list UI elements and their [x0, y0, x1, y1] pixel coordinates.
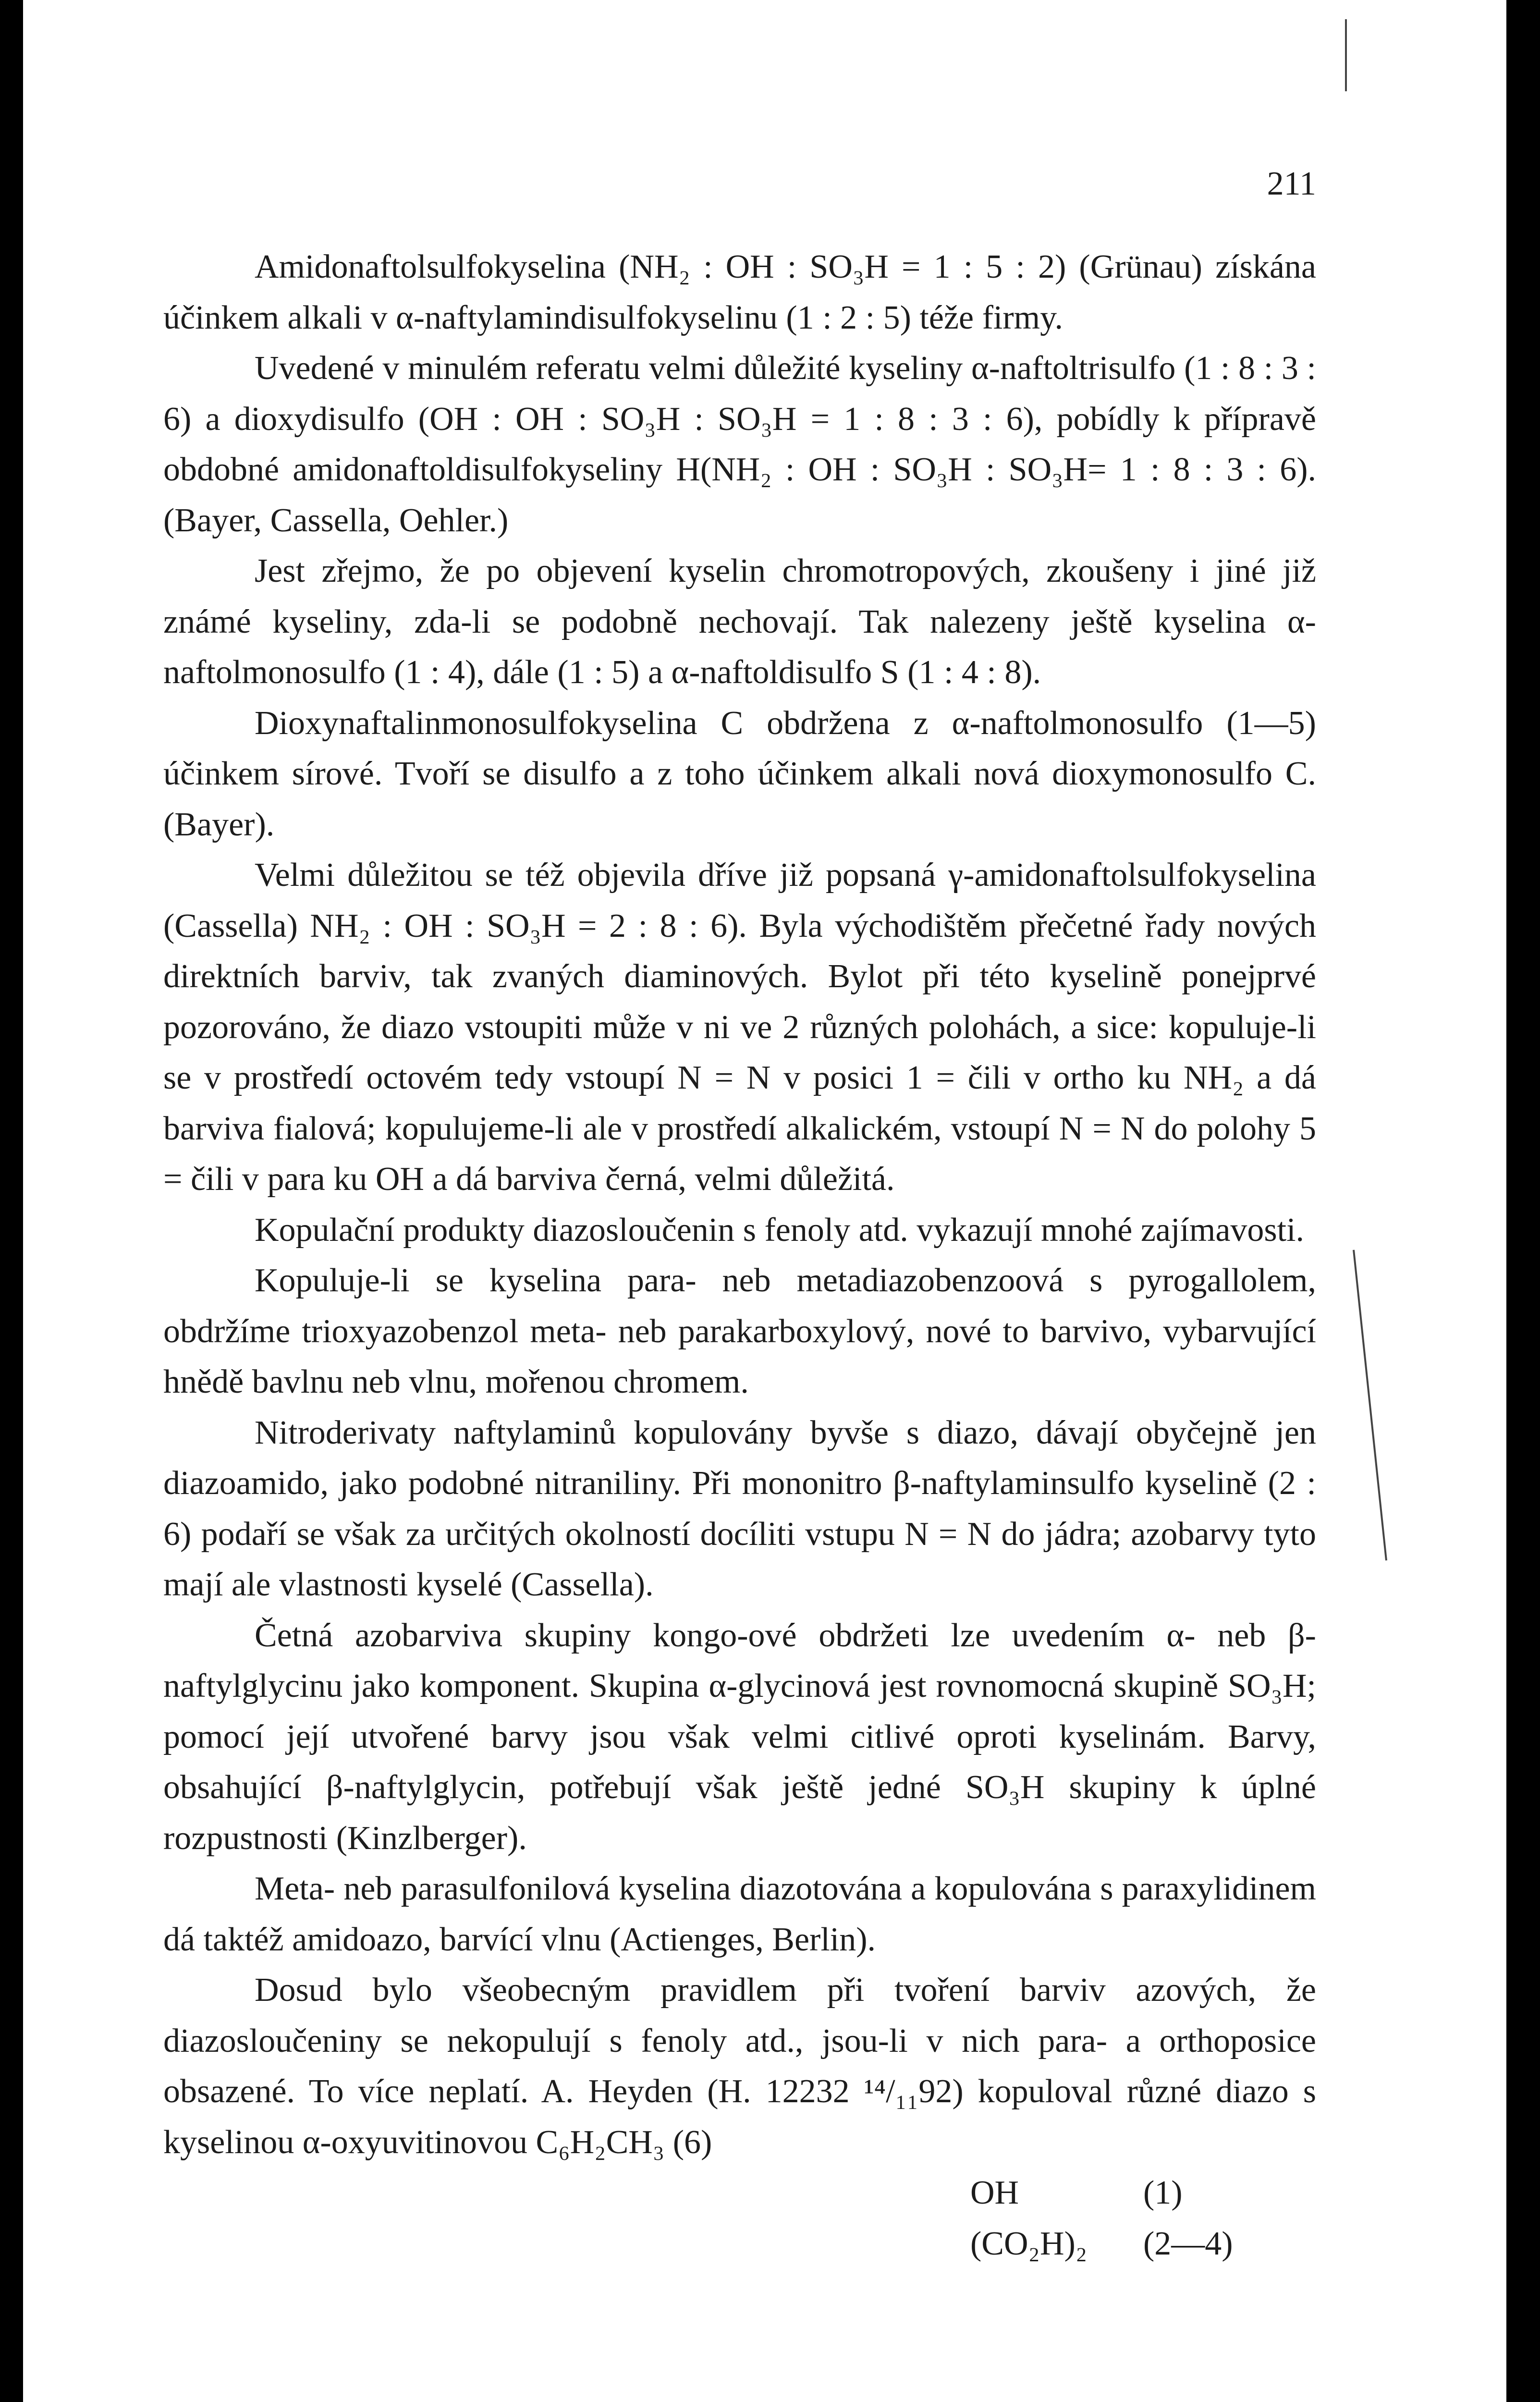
scan-mark-top-right [1345, 19, 1347, 91]
paragraph-1: Amidonaftolsulfokyselina (NH₂ : OH : SO₃H = 1 : 5 : 2) (Grünau) získána účinkem alkali v α-naftylamindisulfokyselinu (1 : 2 : 5) téže firmy. [163, 248, 1316, 336]
scan-border-right [1506, 0, 1540, 2402]
paragraph-7: Kopuluje-li se kyselina para- neb metadiazobenzoová s pyrogallolem, obdržíme trioxyazobenzol meta- neb parakarboxylový, nové to barvivo, vybarvující hnědě bavlnu neb vlnu, mořenou chromem. [163, 1262, 1316, 1400]
formula-group: (CO₂H)₂ [970, 2225, 1088, 2262]
paragraph-11: Dosud bylo všeobecným pravidlem při tvoření barviv azových, že diazosloučeniny se nekopulují s fenoly atd., jsou-li v nich para- a orthoposice obsazené. To více neplatí. A. Heyden (H. 12232 ¹⁴/₁₁92) kopuloval různé diazo s kyselinou α-oxyuvitinovou C₆H₂CH₃ (6) [163, 1972, 1316, 2161]
scan-mark-right-margin [1353, 1250, 1387, 1561]
paragraph-4: Dioxynaftalinmonosulfokyselina C obdržena z α-naftolmonosulfo (1—5) účinkem sírové. Tvoří se disulfo a z toho účinkem alkali nová dioxymonosulfo C. (Bayer). [163, 704, 1316, 843]
paragraph-9: Četná azobarviva skupiny kongo-ové obdržeti lze uvedením α- neb β-naftylglycinu jako komponent. Skupina α-glycinová jest rovnomocná skupině SO₃H; pomocí její utvořené barvy jsou však velmi citlivé oproti kyselinám. Barvy, obsahující β-naftylglycin, potřebují však ještě jedné SO₃H skupiny k úplné rozpustnosti (Kinzlberger). [163, 1617, 1316, 1857]
paragraph-3: Jest zřejmo, že po objevení kyselin chromotropových, zkoušeny i jiné již známé kyseliny, zda-li se podobně nechovají. Tak nalezeny ještě kyselina α-naftolmonosulfo (1 : 4), dále (1 : 5) a α-naftoldisulfo S (1 : 4 : 8). [163, 552, 1316, 691]
document-page [163, 159, 1316, 2269]
scan-border-left [0, 0, 23, 2402]
formula-group: OH [970, 2174, 1019, 2211]
formula-row [163, 2218, 1316, 2269]
paragraph-8: Nitroderivaty naftylaminů kopulovány byvše s diazo, dávají obyčejně jen diazoamido, jako podobné nitraniliny. Při mononitro β-naftylaminsulfo kyselině (2 : 6) podaří se však za určitých okolností docíliti vstupu N = N do jádra; azobarvy tyto mají ale vlastnosti kyselé (Cassella). [163, 1414, 1316, 1603]
paragraph-5: Velmi důležitou se též objevila dříve již popsaná γ-amidonaftolsulfokyselina (Cassella) NH₂ : OH : SO₃H = 2 : 8 : 6). Byla východištěm přečetné řady nových direktních barviv, tak zvaných diaminových. Bylot při této kyselině ponejprvé pozorováno, že diazo vstoupiti může v ni ve 2 různých polohách, a sice: kopuluje-li se v prostředí octovém tedy vstoupí N = N v posici 1 = čili v ortho ku NH₂ a dá barviva fialová; kopulujeme-li ale v prostředí alkalickém, vstoupí N = N do polohy 5 = čili v para ku OH a dá barviva černá, velmi důležitá. [163, 857, 1316, 1198]
paragraph-2: Uvedené v minulém referatu velmi důležité kyseliny α-naftoltrisulfo (1 : 8 : 3 : 6) a dioxydisulfo (OH : OH : SO₃H : SO₃H = 1 : 8 : 3 : 6), pobídly k přípravě obdobné amidonaftoldisulfokyseliny H(NH₂ : OH : SO₃H : SO₃H= 1 : 8 : 3 : 6). (Bayer, Cassella, Oehler.) [163, 350, 1316, 539]
formula-position: (1) [1143, 2174, 1183, 2211]
formula-position: (2—4) [1143, 2225, 1233, 2262]
page-number: 211 [1267, 165, 1316, 202]
paragraph-10: Meta- neb parasulfonilová kyselina diazotována a kopulována s paraxylidinem dá taktéž amidoazo, barvící vlnu (Actienges, Berlin). [163, 1870, 1316, 1958]
formula-row [163, 2168, 1316, 2218]
paragraph-6: Kopulační produkty diazosloučenin s fenoly atd. vykazují mnohé zajímavosti. [255, 1211, 1305, 1249]
